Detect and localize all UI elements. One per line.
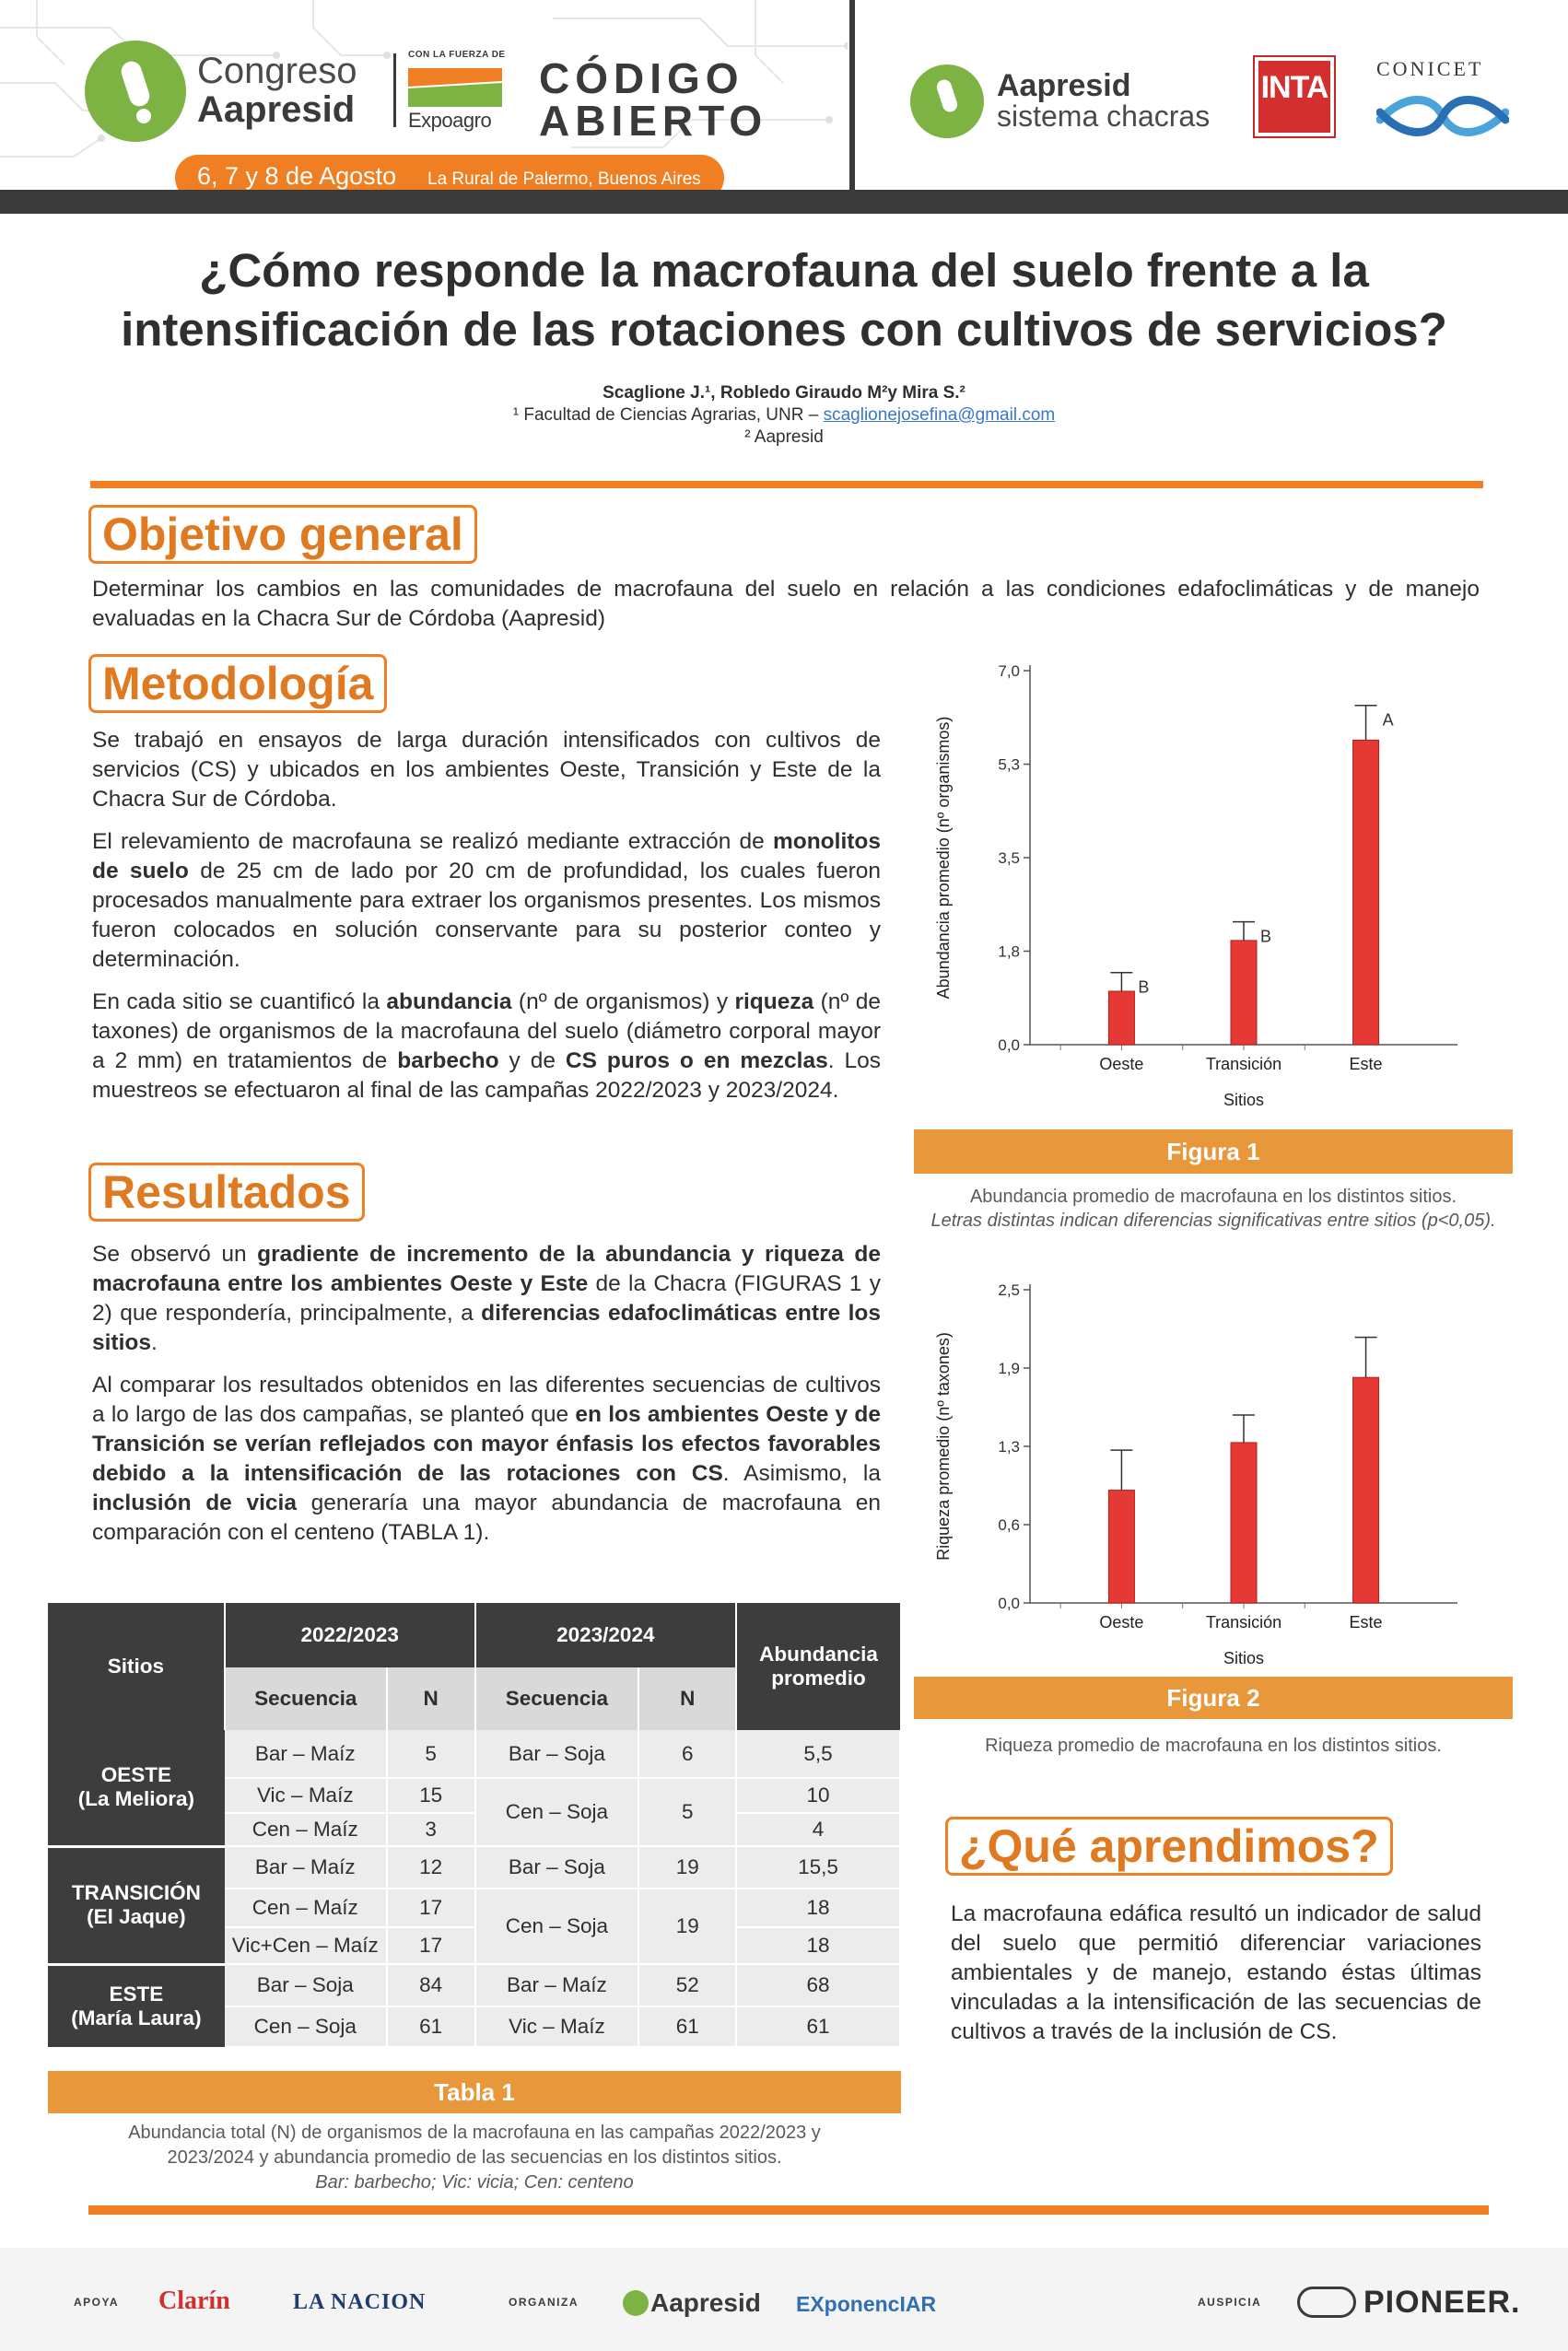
- conicet-wave-icon: [1376, 88, 1509, 144]
- auspicia-label: AUSPICIA: [1198, 2296, 1262, 2309]
- figura-1-caption: Abundancia promedio de macrofauna en los distintos sitios. Letras distintas indican diferencias significativas entre sitios (p<0,05).: [930, 1187, 1496, 1231]
- bar: [1231, 941, 1257, 1045]
- y-axis-label: Riqueza promedio (nº taxones): [934, 1332, 953, 1561]
- secuencia-cell: Bar – Maíz: [225, 1730, 387, 1778]
- x-tick-label: Este: [1349, 1055, 1383, 1073]
- y-tick-label: 0,6: [998, 1516, 1020, 1534]
- n-cell: 17: [387, 1927, 475, 1964]
- title-divider: [90, 481, 1483, 488]
- bar: [1108, 1491, 1134, 1603]
- secuencia-cell: Cen – Soja: [225, 2006, 387, 2047]
- header-campaign-2023: 2023/2024: [475, 1603, 737, 1667]
- y-tick-label: 1,3: [998, 1438, 1020, 1456]
- abundancia-cell: 61: [736, 2006, 900, 2047]
- author-email-link[interactable]: scaglionejosefina@gmail.com: [823, 405, 1056, 425]
- abundancia-cell: 68: [736, 1964, 900, 2006]
- aprendimos-heading: ¿Qué aprendimos?: [945, 1817, 1393, 1876]
- secuencia-cell: Cen – Maíz: [225, 1889, 387, 1927]
- table-row: [48, 1964, 900, 2006]
- x-tick-label: Transición: [1205, 1613, 1282, 1632]
- clarin-logo: Clarín: [158, 2287, 230, 2315]
- event-date: 6, 7 y 8 de Agosto: [197, 162, 397, 190]
- site-cell: ESTE (María Laura): [48, 1964, 225, 2047]
- secuencia-cell: Bar – Maíz: [475, 1964, 639, 2006]
- expoagro-label: Expoagro: [408, 109, 492, 132]
- figura-2-chart: [918, 1271, 1507, 1667]
- codigo-abierto-logo: CÓDIGO ABIERTO: [539, 54, 768, 145]
- figura-1-chart: [918, 645, 1507, 1124]
- abundancia-cell: 4: [736, 1813, 900, 1846]
- resultados-paragraph-2: Al comparar los resultados obtenidos en las diferentes secuencias de cultivos a lo largo de las dos campañas, se planteó que en los ambientes Oeste y de Transición se verían reflejados con mayor énfasis los efectos favorables debido a la intensificación de las rotaciones con CS. Asimismo, la inclusión de vicia generaría una mayor abundancia de macrofauna en comparación con el centeno (TABLA 1).: [92, 1373, 881, 1545]
- x-tick-label: Oeste: [1099, 1055, 1144, 1073]
- n-cell: 52: [638, 1964, 736, 2006]
- logo-divider: [393, 53, 396, 127]
- n-cell: 15: [387, 1778, 475, 1813]
- congreso-logo-icon: [85, 41, 186, 142]
- aprendimos-text: La macrofauna edáfica resultó un indicador de salud del suelo que permitió diferenciar variaciones ambientales y de manejo, estando éstas últimas vinculadas a la intensificación de las secuencias de cultivos a través de la inclusión de CS.: [951, 1901, 1481, 2044]
- n-cell: 19: [638, 1889, 736, 1964]
- poster-title: ¿Cómo responde la macrofauna del suelo frente a la intensificación de las rotaciones con cultivos de servicios?: [121, 244, 1447, 356]
- secuencia-cell: Vic – Maíz: [475, 2006, 639, 2047]
- aapresid-logo-icon: [910, 64, 984, 138]
- affiliation-1: ¹ Facultad de Ciencias Agrarias, UNR – scaglionejosefina@gmail.com: [512, 405, 1056, 425]
- bar: [1108, 991, 1134, 1045]
- bar: [1231, 1443, 1257, 1603]
- significance-letter: B: [1260, 927, 1272, 946]
- apoya-label: APOYA: [74, 2296, 120, 2309]
- conicet-logo-text: CONICET: [1376, 57, 1484, 80]
- header-n: N: [638, 1667, 736, 1730]
- secuencia-cell: Cen – Soja: [475, 1778, 639, 1846]
- n-cell: 6: [638, 1730, 736, 1778]
- n-cell: 5: [387, 1730, 475, 1778]
- aapresid-logo-name: Aapresid: [997, 68, 1131, 103]
- secuencia-cell: Bar – Maíz: [225, 1846, 387, 1889]
- secuencia-cell: Bar – Soja: [225, 1964, 387, 2006]
- poster-header: [0, 0, 1568, 214]
- figura-1-label: Figura 1: [914, 1129, 1513, 1174]
- y-tick-label: 0,0: [998, 1595, 1020, 1612]
- event-place: La Rural de Palermo, Buenos Aires: [427, 170, 701, 189]
- y-tick-label: 0,0: [998, 1036, 1020, 1054]
- figura-2-caption: Riqueza promedio de macrofauna en los distintos sitios.: [985, 1736, 1442, 1756]
- affiliation-2: ² Aapresid: [744, 427, 824, 447]
- header-secuencia: Secuencia: [475, 1667, 639, 1730]
- metodologia-paragraph-2: El relevamiento de macrofauna se realizó mediante extracción de monolitos de suelo de 25 cm de lado por 20 cm de profundidad, los cuales fueron procesados manualmente para extraer los organismos presentes. Los mismos fueron colocados en solución conservante para su posterior conteo y determinación.: [92, 829, 881, 972]
- n-cell: 5: [638, 1778, 736, 1846]
- objetivo-heading: Objetivo general: [88, 505, 477, 564]
- metodologia-paragraph-3: En cada sitio se cuantificó la abundancia (nº de organismos) y riqueza (nº de taxones) de organismos de la macrofauna del suelo (diámetro corporal mayor a 2 mm) en tratamientos de barbecho y de CS puros o en mezclas. Los muestreos se efectuaron al final de las campañas 2022/2023 y 2023/2024.: [92, 989, 881, 1103]
- tabla-1: [48, 1603, 901, 2048]
- header-vertical-divider: [849, 0, 855, 193]
- n-cell: 19: [638, 1846, 736, 1889]
- x-tick-label: Oeste: [1099, 1613, 1144, 1632]
- resultados-heading: Resultados: [88, 1163, 365, 1222]
- pioneer-logo-icon: [1297, 2287, 1356, 2318]
- secuencia-cell: Cen – Soja: [475, 1889, 639, 1964]
- authors: Scaglione J.¹, Robledo Giraudo M²y Mira S.²: [603, 383, 965, 403]
- resultados-paragraph-1: Se observó un gradiente de incremento de la abundancia y riqueza de macrofauna entre los ambientes Oeste y Este de la Chacra (FIGURAS 1 y 2) que respondería, principalmente, a diferencias edafoclimáticas entre los sitios.: [92, 1242, 882, 1355]
- bar: [1353, 740, 1379, 1045]
- n-cell: 61: [638, 2006, 736, 2047]
- expoagro-flag-icon: [408, 68, 502, 107]
- congreso-logo-text: Congreso Aapresid: [197, 51, 357, 130]
- figura-2-label: Figura 2: [914, 1677, 1513, 1719]
- x-tick-label: Este: [1349, 1613, 1383, 1632]
- y-tick-label: 1,9: [998, 1360, 1020, 1377]
- secuencia-cell: Vic – Maíz: [225, 1778, 387, 1813]
- y-tick-label: 3,5: [998, 849, 1020, 867]
- x-tick-label: Transición: [1205, 1055, 1282, 1073]
- pioneer-logo: PIONEER.: [1363, 2285, 1521, 2320]
- table-row: [48, 1730, 900, 1778]
- abundancia-cell: 18: [736, 1927, 900, 1964]
- y-tick-label: 1,8: [998, 942, 1020, 961]
- significance-letter: B: [1138, 977, 1150, 997]
- n-cell: 61: [387, 2006, 475, 2047]
- n-cell: 84: [387, 1964, 475, 2006]
- metodologia-heading: Metodología: [88, 654, 387, 713]
- header-n: N: [387, 1667, 475, 1730]
- secuencia-cell: Bar – Soja: [475, 1730, 639, 1778]
- la-nacion-logo: LA NACION: [293, 2290, 427, 2314]
- abundancia-cell: 15,5: [736, 1846, 900, 1889]
- x-axis-label: Sitios: [1223, 1091, 1265, 1109]
- aapresid-logo-subtitle: sistema chacras: [997, 99, 1211, 133]
- y-tick-label: 5,3: [998, 755, 1020, 774]
- abundancia-cell: 10: [736, 1778, 900, 1813]
- secuencia-cell: Cen – Maíz: [225, 1813, 387, 1846]
- inta-logo-text: INTA: [1260, 70, 1328, 105]
- aapresid-footer-logo: Aapresid: [650, 2288, 761, 2317]
- bottom-divider: [88, 2205, 1489, 2215]
- n-cell: 3: [387, 1813, 475, 1846]
- objetivo-text: Determinar los cambios en las comunidades de macrofauna del suelo en relación a las condiciones edafoclimáticas y de manejo evaluadas en la Chacra Sur de Córdoba (Aapresid): [92, 577, 1480, 631]
- header-abundancia: Abundancia promedio: [736, 1603, 900, 1730]
- header-sitios: Sitios: [48, 1603, 225, 1730]
- y-tick-label: 7,0: [998, 662, 1020, 680]
- site-cell: TRANSICIÓN (El Jaque): [48, 1846, 225, 1964]
- y-axis-label: Abundancia promedio (nº organismos): [934, 716, 953, 1000]
- header-bottom-bar: [0, 190, 1568, 214]
- header-secuencia: Secuencia: [225, 1667, 387, 1730]
- table-row: [48, 1846, 900, 1889]
- tabla-1-caption: Abundancia total (N) de organismos de la macrofauna en las campañas 2022/2023 y 2023/2024 y abundancia promedio de las secuencias en los distintos sitios. Bar: barbecho; Vic: vicia; Cen: centeno: [128, 2123, 821, 2193]
- exponenciar-logo: EXponencIAR: [796, 2292, 937, 2316]
- bar: [1353, 1377, 1379, 1603]
- header-campaign-2022: 2022/2023: [225, 1603, 475, 1667]
- tabla-1-label: Tabla 1: [48, 2071, 901, 2113]
- abundancia-cell: 18: [736, 1889, 900, 1927]
- site-cell: OESTE (La Meliora): [48, 1730, 225, 1846]
- x-axis-label: Sitios: [1223, 1649, 1265, 1667]
- aapresid-footer-icon: [623, 2290, 649, 2316]
- secuencia-cell: Bar – Soja: [475, 1846, 639, 1889]
- significance-letter: A: [1382, 710, 1394, 730]
- y-tick-label: 2,5: [998, 1281, 1020, 1299]
- resultados-text: [92, 1240, 881, 1561]
- con-la-fuerza-label: CON LA FUERZA DE: [408, 50, 506, 60]
- abundancia-cell: 5,5: [736, 1730, 900, 1778]
- metodologia-paragraph-1: Se trabajó en ensayos de larga duración intensificados con cultivos de servicios (CS) y ubicados en los ambientes Oeste, Transición y Este de la Chacra Sur de Córdoba.: [92, 728, 881, 812]
- secuencia-cell: Vic+Cen – Maíz: [225, 1927, 387, 1964]
- n-cell: 17: [387, 1889, 475, 1927]
- metodologia-text: [92, 726, 881, 1118]
- n-cell: 12: [387, 1846, 475, 1889]
- organiza-label: ORGANIZA: [509, 2296, 579, 2309]
